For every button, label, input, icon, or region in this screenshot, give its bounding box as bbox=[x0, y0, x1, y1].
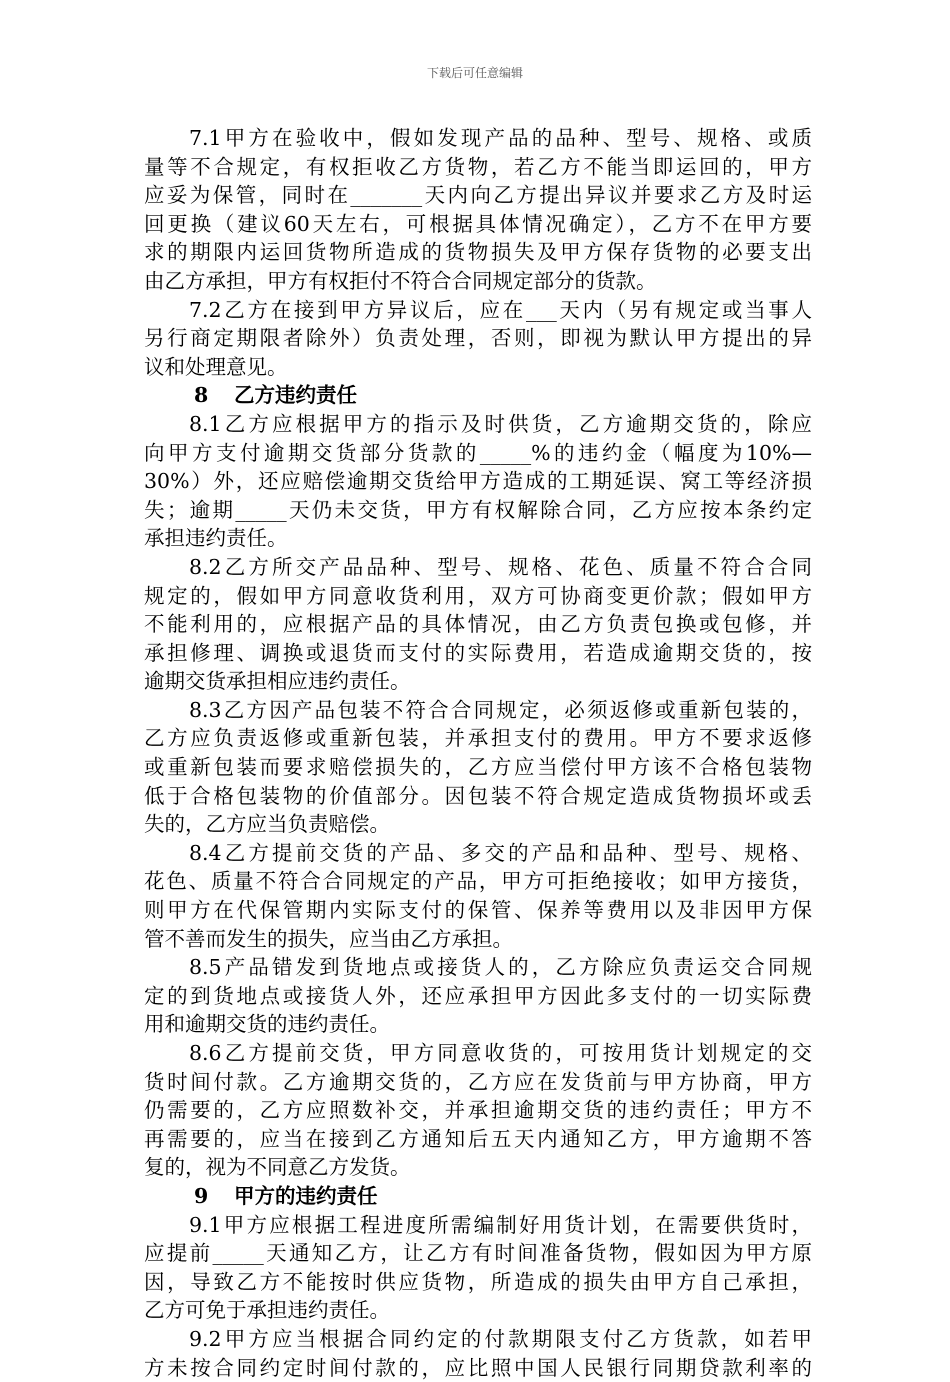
text-line: 向甲方支付逾期交货部分货款的_____%的违约金（幅度为10%— bbox=[144, 440, 812, 465]
text-line: 复的，视为不同意乙方发货。 bbox=[144, 1155, 411, 1180]
text-line: 8.5产品错发到货地点或接货人的，乙方除应负责运交合同规 bbox=[189, 955, 812, 980]
text-line: 承担修理、调换或退货而支付的实际费用，若造成逾期交货的，按 bbox=[144, 640, 812, 665]
text-line: 7.1甲方在验收中，假如发现产品的品种、型号、规格、或质 bbox=[189, 126, 812, 150]
text-line: 应妥为保管，同时在_______天内向乙方提出异议并要求乙方及时运 bbox=[144, 183, 812, 208]
text-line: 失的，乙方应当负责赔偿。 bbox=[144, 812, 390, 837]
text-line: 规定的，假如甲方同意收货利用，双方可协商变更价款；假如甲方 bbox=[144, 583, 812, 608]
text-line: 议和处理意见。 bbox=[144, 354, 288, 379]
text-line: 8.3乙方因产品包装不符合合同规定，必须返修或重新包装的， bbox=[189, 697, 812, 722]
page-header: 下载后可任意编辑 bbox=[426, 66, 523, 80]
text-line: 回更换（建议60天左右，可根据具体情况确定），乙方不在甲方要 bbox=[144, 211, 812, 236]
text-line: 仍需要的，乙方应照数补交，并承担逾期交货的违约责任；甲方不 bbox=[144, 1098, 812, 1123]
section-title: 甲方的违约责任 bbox=[234, 1183, 378, 1208]
text-line: 由乙方承担，甲方有权拒付不符合合同规定部分的货款。 bbox=[144, 268, 657, 293]
text-line: 9.1甲方应根据工程进度所需编制好用货计划，在需要供货时， bbox=[189, 1212, 812, 1237]
document-body bbox=[144, 124, 812, 1382]
text-line: 8.2乙方所交产品品种、型号、规格、花色、质量不符合合同 bbox=[189, 554, 812, 579]
text-line: 求的期限内运回货物所造成的货物损失及甲方保存货物的必要支出 bbox=[144, 240, 812, 265]
text-line: 应提前_____天通知乙方，让乙方有时间准备货物，假如因为甲方原 bbox=[144, 1241, 812, 1266]
section-number: 9 bbox=[194, 1183, 209, 1208]
text-line: 8.4乙方提前交货的产品、多交的产品和品种、型号、规格、 bbox=[189, 840, 812, 865]
text-line: 管不善而发生的损失，应当由乙方承担。 bbox=[144, 926, 513, 951]
text-line: 再需要的，应当在接到乙方通知后五天内通知乙方，甲方逾期不答 bbox=[144, 1126, 812, 1151]
text-line: 逾期交货承担相应违约责任。 bbox=[144, 669, 411, 694]
text-line: 另行商定期限者除外）负责处理，否则，即视为默认甲方提出的异 bbox=[144, 326, 812, 351]
text-line: 承担违约责任。 bbox=[144, 526, 288, 551]
text-line: 低于合格包装物的价值部分。因包装不符合规定造成货物损坏或丢 bbox=[144, 783, 812, 808]
text-line: 不能利用的，应根据产品的具体情况，由乙方负责包换或包修，并 bbox=[144, 612, 812, 637]
text-line: 因，导致乙方不能按时供应货物，所造成的损失由甲方自己承担， bbox=[144, 1269, 812, 1294]
text-line: 8.1乙方应根据甲方的指示及时供货，乙方逾期交货的，除应 bbox=[189, 411, 812, 436]
text-line: 用和逾期交货的违约责任。 bbox=[144, 1012, 390, 1037]
text-line: 7.2乙方在接到甲方异议后，应在___天内（另有规定或当事人 bbox=[189, 297, 812, 322]
text-line: 货时间付款。乙方逾期交货的，乙方应在发货前与甲方协商，甲方 bbox=[144, 1069, 812, 1094]
text-line: 乙方可免于承担违约责任。 bbox=[144, 1298, 390, 1323]
text-line: 乙方应负责返修或重新包装，并承担支付的费用。甲方不要求返修 bbox=[144, 726, 812, 751]
text-line: 定的到货地点或接货人外，还应承担甲方因此多支付的一切实际费 bbox=[144, 983, 812, 1008]
text-line: 9.2甲方应当根据合同约定的付款期限支付乙方货款，如若甲 bbox=[189, 1326, 812, 1351]
section-title: 乙方违约责任 bbox=[234, 383, 357, 408]
text-line: 方未按合同约定时间付款的，应比照中国人民银行同期贷款利率的 bbox=[144, 1355, 812, 1380]
section-heading bbox=[144, 1182, 812, 1211]
section-heading bbox=[144, 381, 812, 410]
text-line: 或重新包装而要求赔偿损失的，乙方应当偿付甲方该不合格包装物 bbox=[144, 755, 812, 780]
text-line: 则甲方在代保管期内实际支付的保管、保养等费用以及非因甲方保 bbox=[144, 898, 812, 923]
text-line: 8.6乙方提前交货，甲方同意收货的，可按用货计划规定的交 bbox=[189, 1041, 812, 1065]
section-number: 8 bbox=[194, 383, 209, 408]
text-line: 失；逾期_____天仍未交货，甲方有权解除合同，乙方应按本条约定 bbox=[144, 497, 812, 522]
text-line: 30%）外，还应赔偿逾期交货给甲方造成的工期延误、窝工等经济损 bbox=[144, 469, 812, 494]
text-line: 花色、质量不符合合同规定的产品，甲方可拒绝接收；如甲方接货， bbox=[144, 869, 812, 894]
text-line: 量等不合规定，有权拒收乙方货物，若乙方不能当即运回的，甲方 bbox=[144, 154, 812, 179]
